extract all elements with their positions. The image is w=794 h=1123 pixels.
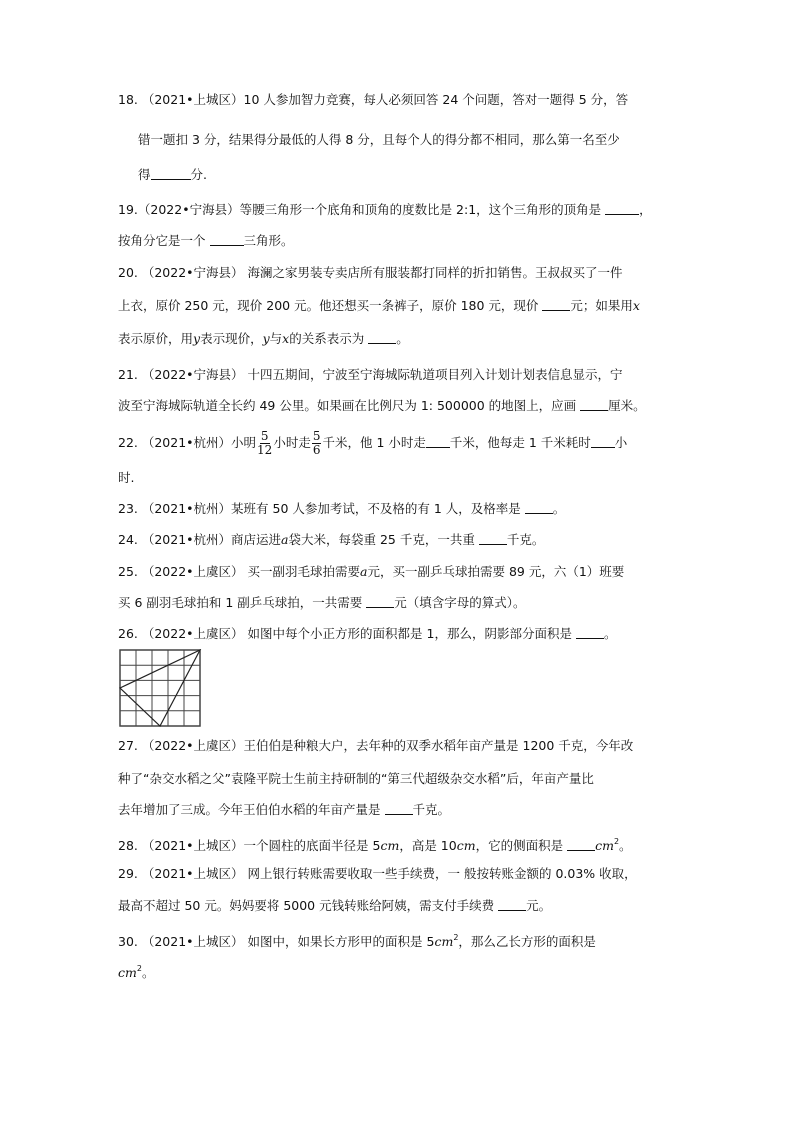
- var-a: a: [360, 564, 368, 579]
- q22-text-a: 22. （2021•杭州）小明: [118, 435, 257, 450]
- q29-text-a: 最高不超过 50 元。妈妈要将 5000 元钱转账给阿姨，需支付手续费: [118, 898, 495, 913]
- q20-text-a: 上衣，原价 250 元，现价 200 元。他还想买一条裤子，原价 180 元，现价: [118, 298, 539, 313]
- q20-line2: [118, 297, 640, 315]
- q23-text-b: 。: [552, 501, 566, 516]
- q19-text-a: 19.（2022•宁海县）等腰三角形一个底角和顶角的度数比是 2:1，这个三角形的顶角是: [118, 202, 602, 217]
- var-a: a: [281, 532, 289, 547]
- unit-cm: cm: [456, 838, 476, 853]
- q24-text-a: 24. （2021•杭州）商店运进: [118, 532, 282, 547]
- q19-line2: [118, 232, 294, 250]
- q27-line2: 种了“杂交水稻之父”袁隆平院士生前主持研制的“第三代超级杂交水稻”后，年亩产量比: [118, 771, 594, 786]
- q20-text-f: 的关系表示为: [289, 331, 365, 346]
- unit-cm: cm: [380, 838, 400, 853]
- unit-cm: cm: [118, 965, 137, 980]
- fraction-5-12: $\frac{5}{12}$: [257, 429, 273, 457]
- answer-blank: [426, 435, 450, 448]
- q20-text-d: 表示现价，: [200, 331, 263, 346]
- q19-text-b: ，: [639, 202, 652, 217]
- q26-text-a: 26. （2022•上虞区） 如图中每个小正方形的面积都是 1，那么，阴影部分面积是: [118, 626, 572, 641]
- q22-text-d: 千米，他每走 1 千米耗时: [449, 435, 591, 450]
- q20-text-b: 元；如果用: [570, 298, 633, 313]
- answer-blank: [525, 501, 553, 514]
- q20-text-e: 与: [269, 331, 283, 346]
- q30-text-c: 。: [141, 965, 155, 980]
- q24-text-c: 千克。: [506, 532, 545, 547]
- q27-line3: [118, 801, 450, 819]
- q22-line2: 时.: [118, 470, 135, 485]
- q22-text-c: 千米，他 1 小时走: [322, 435, 426, 450]
- var-y: y: [262, 331, 270, 346]
- var-x: x: [632, 298, 640, 313]
- answer-blank: [498, 898, 526, 911]
- q19-text-d: 三角形。: [243, 233, 294, 248]
- q19-line1: [118, 201, 652, 219]
- q24-line: [118, 531, 544, 549]
- q20-text-g: 。: [396, 331, 409, 346]
- q23-line: [118, 500, 565, 518]
- answer-blank: [576, 626, 604, 639]
- unit-exponent: 2: [453, 933, 459, 942]
- q25-line2: [118, 594, 526, 612]
- answer-blank: [479, 532, 507, 545]
- answer-blank: [385, 802, 413, 815]
- answer-blank: [605, 202, 639, 215]
- q24-text-b: 袋大米，每袋重 25 千克，一共重: [288, 532, 475, 547]
- q27-text-b: 千克。: [412, 802, 451, 817]
- q28-text-c: ，它的侧面积是: [475, 838, 564, 853]
- answer-blank: [580, 398, 608, 411]
- q18-text-a: 得: [138, 167, 151, 182]
- q18-text-b: 分.: [190, 167, 207, 182]
- q28-text-b: ，高是 10: [399, 838, 457, 853]
- q25-text-b: 元，买一副乒乓球拍需要 89 元，六（1）班要: [367, 564, 625, 579]
- var-y: y: [193, 331, 201, 346]
- answer-blank: [567, 838, 595, 851]
- q30-text-b: ，那么乙长方形的面积是: [458, 934, 596, 949]
- answer-blank: [151, 167, 191, 180]
- q23-text-a: 23. （2021•杭州）某班有 50 人参加考试，不及格的有 1 人，及格率是: [118, 501, 521, 516]
- q28-line: [118, 833, 632, 855]
- var-x: x: [282, 331, 290, 346]
- q27-text-a: 去年增加了三成。今年王伯伯水稻的年亩产量是: [118, 802, 381, 817]
- q21-text-b: 厘米。: [608, 398, 646, 413]
- q30-text-a: 30. （2021•上城区） 如图中，如果长方形甲的面积是 5: [118, 934, 435, 949]
- fraction-5-6: $\frac{5}{6}$: [312, 429, 321, 457]
- q18-line1: 18. （2021•上城区）10 人参加智力竞赛，每人必须回答 24 个问题，答对一题得 5 分，答: [118, 92, 629, 107]
- q20-line3: [118, 330, 409, 348]
- answer-blank: [210, 233, 244, 246]
- answer-blank: [542, 298, 570, 311]
- q30-line1: [118, 929, 596, 951]
- q29-text-b: 元。: [526, 898, 552, 913]
- unit-exponent: 2: [613, 837, 620, 846]
- unit-cm: cm: [434, 934, 454, 949]
- grid-triangle-figure: [119, 649, 203, 729]
- q22-text-b: 小时走: [273, 435, 311, 450]
- q25-text-d: 元（填含字母的算式）。: [394, 595, 526, 610]
- q18-line2: 错一题扣 3 分，结果得分最低的人得 8 分，且每个人的得分都不相同，那么第一名至少: [138, 132, 620, 147]
- q22-text-e: 小: [614, 435, 628, 450]
- q21-line1: 21. （2022•宁海县） 十四五期间，宁波至宁海城际轨道项目列入计划计划表信息显示，宁: [118, 367, 623, 382]
- q26-text-b: 。: [603, 626, 617, 641]
- unit-cm: cm: [595, 838, 614, 853]
- q27-line1: 27. （2022•上虞区）王伯伯是种粮大户，去年种的双季水稻年亩产量是 1200 千克，今年改: [118, 738, 634, 753]
- q20-text-c: 表示原价，用: [118, 331, 194, 346]
- q22-line1: [118, 430, 627, 457]
- q19-text-c: 按角分它是一个: [118, 233, 206, 248]
- q28-text-d: 。: [619, 838, 632, 853]
- unit-exponent: 2: [136, 964, 142, 973]
- q29-line2: [118, 897, 551, 915]
- q28-text-a: 28. （2021•上城区）一个圆柱的底面半径是 5: [118, 838, 381, 853]
- q25-text-a: 25. （2022•上虞区） 买一副羽毛球拍需要: [118, 564, 361, 579]
- q20-line1: 20. （2022•宁海县） 海澜之家男装专卖店所有服装都打同样的折扣销售。王叔叔买了一件: [118, 265, 623, 280]
- q25-text-c: 买 6 副羽毛球拍和 1 副乒乓球拍，一共需要: [118, 595, 363, 610]
- q21-text-a: 波至宁海城际轨道全长约 49 公里。如果画在比例尺为 1: 500000 的地图上，应画: [118, 398, 577, 413]
- q26-line: [118, 625, 616, 643]
- q30-line2: [118, 960, 154, 982]
- answer-blank: [366, 595, 394, 608]
- answer-blank: [368, 331, 396, 344]
- q25-line1: [118, 563, 624, 581]
- answer-blank: [591, 435, 615, 448]
- q21-line2: [118, 397, 646, 415]
- q18-line3: [138, 166, 207, 184]
- q29-line1: 29. （2021•上城区） 网上银行转账需要收取一些手续费，一 般按转账金额的 0.03% 收取，: [118, 866, 637, 881]
